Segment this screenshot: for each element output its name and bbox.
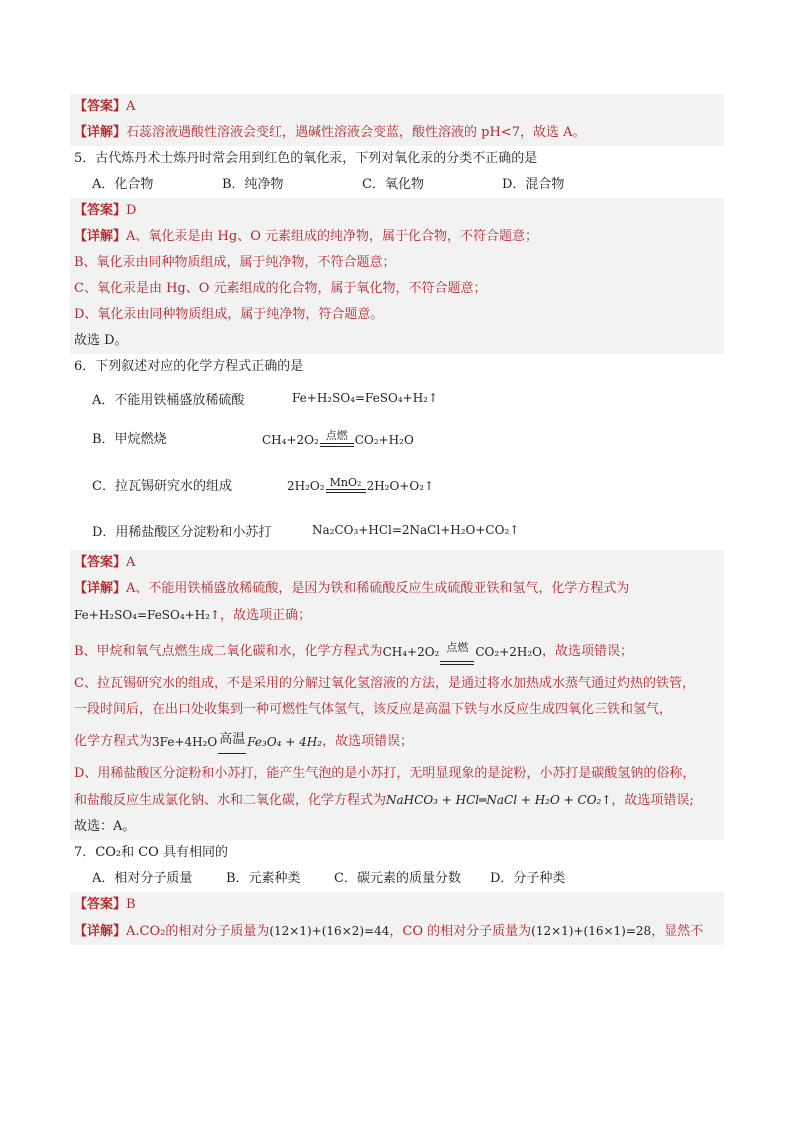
equation-left: 3Fe+4H₂O (152, 735, 218, 749)
document-page (70, 94, 724, 945)
option-b: B．纯净物 (222, 177, 284, 192)
option-a: A．化合物 (92, 177, 154, 192)
equation-left: 2H₂O₂ (287, 478, 325, 493)
q6-option-b (70, 416, 724, 458)
detail-text: 化学方程式为 (74, 734, 153, 749)
equation-right: CO₂+2H₂O (475, 645, 542, 659)
equation-left: CH₄+2O₂ (382, 645, 440, 659)
detail-c3 (74, 723, 720, 755)
q6-option-a (70, 380, 724, 416)
q5-answer-block (70, 198, 724, 354)
detail-text: ，故选项错误； (542, 644, 634, 659)
equation (383, 635, 542, 665)
detail-tag: 【详解】 (74, 924, 127, 939)
answer-tag: 【答案】 (74, 555, 127, 570)
option-label: B．甲烷燃烧 (92, 431, 167, 447)
detail-tag: 【详解】 (74, 125, 127, 140)
condition-text: MnO₂ (329, 475, 362, 489)
option-a: A．相对分子质量 (92, 871, 193, 886)
detail-line: D、氧化汞由同种物质组成，属于纯净物，符合题意。 (74, 307, 384, 322)
double-line (440, 661, 474, 665)
option-equation (262, 427, 414, 447)
option-b: B．元素种类 (226, 871, 301, 886)
detail-b (74, 635, 720, 665)
reaction-condition (440, 635, 474, 665)
option-label: D．用稀盐酸区分淀粉和小苏打 (92, 524, 272, 540)
detail-d2 (74, 787, 720, 814)
equation: (12×1)+(16×1)=28 (531, 924, 652, 938)
detail-text: ，故选项正确； (220, 608, 312, 623)
detail-line: A、氧化汞是由 Hg、O 元素组成的纯净物，属于化合物，不符合题意； (126, 229, 538, 244)
answer-value: A (126, 555, 136, 570)
option-equation: Na₂CO₃+HCl=2NaCl+H₂O+CO₂↑ (312, 523, 520, 537)
answer-value: B (126, 897, 136, 912)
equation-right: Fe₃O₄ + 4H₂ (247, 735, 323, 749)
equation: NaHCO₃ + HCl═NaCl + H₂O + CO₂↑ (386, 793, 612, 807)
q4-answer-block (70, 94, 724, 146)
q7-answer-block (70, 892, 724, 945)
q7-options (70, 866, 724, 892)
detail-text: B、甲烷和氧气点燃生成二氧化碳和水，化学方程式为 (74, 644, 383, 659)
detail-tag: 【详解】 (74, 581, 127, 596)
answer-tag: 【答案】 (74, 897, 127, 912)
detail-line: B、氧化汞由同种物质组成，属于纯净物，不符合题意； (74, 255, 396, 270)
detail-conclusion: 故选 D。 (74, 333, 128, 348)
detail-text: ，故选项错误； (322, 734, 414, 749)
reaction-condition (320, 427, 354, 447)
option-d: D．分子种类 (490, 871, 566, 886)
reaction-condition (326, 476, 366, 493)
option-label: C．拉瓦锡研究水的组成 (92, 478, 232, 494)
detail-text: ，CO 的相对分子质量为 (389, 924, 532, 939)
option-c: C．氧化物 (362, 177, 424, 192)
answer-tag: 【答案】 (74, 203, 127, 218)
detail-line: C、氧化汞是由 Hg、O 元素组成的化合物，属于氧化物，不符合题意； (74, 281, 487, 296)
equation: Fe+H₂SO₄=FeSO₄+H₂↑ (74, 608, 221, 622)
detail-text: 一段时间后，在出口处收集到一种可燃性气体氢气，该反应是高温下铁与水反应生成四氧化三铁和氢气， (74, 702, 673, 717)
double-line (320, 443, 354, 447)
equation-left: CH₄+2O₂ (262, 433, 319, 447)
q5-options (70, 172, 724, 198)
q6-answer-block (70, 550, 724, 840)
q6-option-d (70, 510, 724, 550)
q6-option-c (70, 458, 724, 510)
detail-text: A.CO₂的相对分子质量为 (126, 924, 270, 939)
q5-stem: 5．古代炼丹术士炼丹时常会用到红色的氧化汞，下列对氧化汞的分类不正确的是 (74, 151, 538, 166)
option-label: A．不能用铁桶盛放稀硫酸 (92, 392, 245, 408)
equation: (12×1)+(16×2)=44 (269, 924, 390, 938)
detail-text: 石蕊溶液遇酸性溶液会变红，遇碱性溶液会变蓝，酸性溶液的 pH<7，故选 A。 (126, 125, 586, 140)
q6-stem: 6．下列叙述对应的化学方程式正确的是 (74, 359, 304, 374)
option-d: D．混合物 (502, 177, 565, 192)
detail-text: D、用稀盐酸区分淀粉和小苏打，能产生气泡的是小苏打，无明显现象的是淀粉，小苏打是碳酸氢钠的俗称， (74, 766, 696, 781)
reaction-condition (218, 727, 246, 755)
detail-tag: 【详解】 (74, 229, 127, 244)
option-equation: Fe+H₂SO₄=FeSO₄+H₂↑ (292, 391, 439, 405)
equation-right: 2H₂O+O₂↑ (366, 478, 435, 493)
detail-text: ，显然不 (651, 924, 704, 939)
condition-text: 高温 (219, 732, 246, 747)
equation-right: CO₂+H₂O (354, 433, 414, 447)
detail-conclusion: 故选：A。 (74, 819, 136, 834)
equation (152, 727, 322, 755)
detail-text: C、拉瓦锡研究水的组成，不是采用的分解过氧化氢溶液的方法，是通过将水加热成水蒸气通过灼热的铁管， (74, 676, 695, 691)
answer-value: A (126, 99, 136, 114)
detail-text: 和盐酸反应生成氯化钠、水和二氧化碳，化学方程式为 (74, 793, 387, 808)
option-c: C．碳元素的质量分数 (334, 871, 461, 886)
single-line (218, 753, 246, 755)
condition-text: 点燃 (446, 641, 469, 654)
detail-text: ，故选项错误; (611, 793, 694, 808)
q7-stem: 7．CO₂和 CO 具有相同的 (74, 845, 228, 860)
answer-tag: 【答案】 (74, 99, 127, 114)
condition-text: 点燃 (325, 429, 348, 442)
detail-text: A、不能用铁桶盛放稀硫酸，是因为铁和稀硫酸反应生成硫酸亚铁和氢气，化学方程式为 (126, 581, 630, 596)
option-equation (287, 476, 434, 493)
double-line (326, 489, 366, 493)
answer-value: D (126, 203, 137, 218)
